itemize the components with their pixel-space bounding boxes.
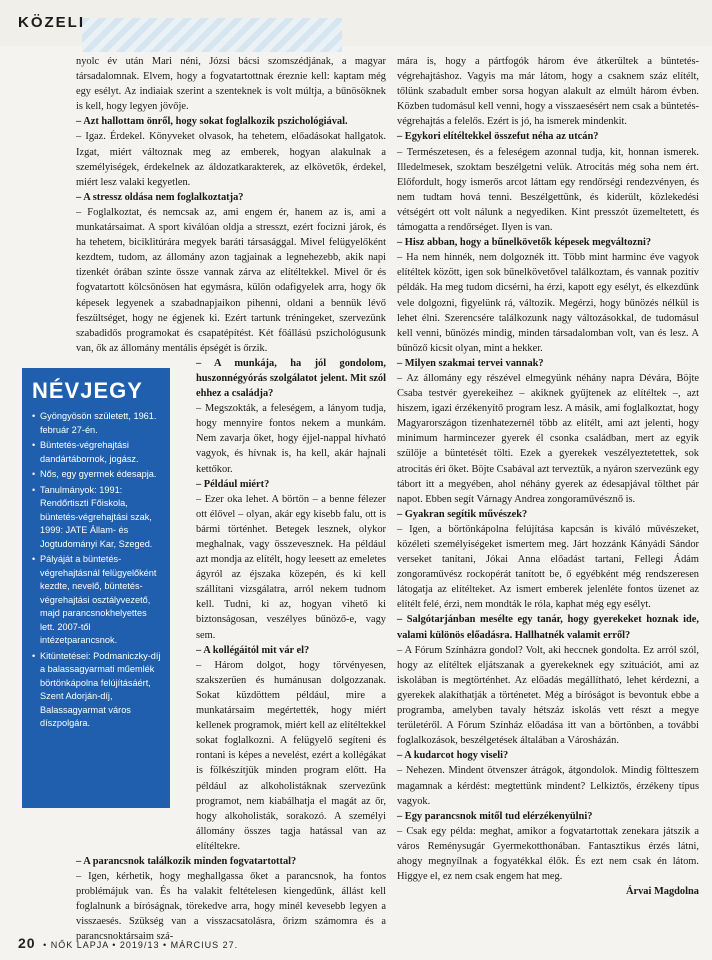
author-signature: Árvai Magdolna	[625, 886, 699, 898]
question: – Azt hallottam önről, hogy sokat foglalkozik pszichológiával.	[76, 116, 348, 128]
answer: – Igaz. Érdekel. Könyveket olvasok, ha tehetem, előadásokat hallgatok. Izgat, miért változnak meg az emberek, hogyan alakulnak a személyiségek, érdekelnek az áldozatkarakterek, az elkövetők, érdekel, miért lesz valaki kegyetlen.	[76, 131, 386, 188]
list-item: • Pályáját a büntetés-végrehajtásnál felügyelőként kezdte, nevelő, büntetés-végrehajtási osztályvezető, majd parancsnokhelyettes lett. 2007-től intézetparancsnok.	[32, 553, 162, 648]
question: – Például miért?	[196, 478, 270, 490]
nevjegy-box	[22, 368, 170, 808]
answer: – Természetesen, és a feleségem azonnal tudja, kit, honnan ismerek. Illedelmesek, szoktam beszélgetni velük. Atrocitás még soha nem ért. Előfordult, hogy ismerős arcot láttam egy rendőrségi rendezvényen, és nem tudtam hová tenni. Beszélgettünk, és kiderült, közlekedési vétségért ott volt nálunk a negyediken. Kint presszót üzemeltetett, és támogatta a rendőrséget. Ilyen is van.	[397, 146, 699, 234]
narrow-block	[196, 356, 386, 854]
question: – Hisz abban, hogy a bűnelkövetők képesek megváltozni?	[397, 237, 652, 249]
section-label: KÖZELI	[18, 14, 85, 31]
list-item: • Gyöngyösön született, 1961. február 27-én.	[32, 410, 162, 437]
page-footer	[18, 935, 698, 951]
question: – Egy parancsnok mitől tud elérzékenyülni?	[397, 810, 593, 822]
answer: – Igen, a börtönkápolna felújítása kapcsán is kiváló művészeket, közéleti személyiségeket ismertem meg. Járt hozzánk Kányádi Sándor verseket tanítani, Jókai Anna előadást tartani, Fellegi Ádám zongoraművész rockopérát tanított be, ő egyébként még rendszeresen látogatja az elítélteket. Az ismert emberek jelenléte fontos üzenet az elítélt felé, érzi, nem mondták le róla, kaphat még egy esélyt.	[397, 523, 699, 611]
question: – A kudarcot hogy viseli?	[397, 750, 509, 762]
answer: – Foglalkoztat, és nemcsak az, ami engem ér, hanem az is, ami a munkatársaimat. A sport kiválóan oldja a stresszt, ezért focizni járok, és ha tehetem, biciklitúrára megyek baráti társasággal. Mivel felügyelőként kezdtem, tudom, az állomány azon tagjainak a legnehezebb, akik napi tizenkét órában szinte össze vannak zárva az elítéltekkel. Mivel őr és fogvatartott kölcsönösen hat egymásra, külön odafigyelek arra, hogy ők képesek legyenek a szabadnapjaikon pihenni, oldani a bennük lévő feszültséget, hogy ne égjenek ki. Ezért tartunk tréningeket, szervezünk szabadidős programokat és csapatépítést. Két főállású pszichológusunk van, ők az állomány mentális épségét is őrzik.	[76, 206, 386, 354]
answer: – Nehezen. Mindent ötvenszer átrágok, átgondolok. Mindig föltteszem magamnak a kérdést: megtettünk mindent? Lelkiztős, érzékeny típus vagyok.	[397, 765, 699, 807]
answer: – Ha nem hinnék, nem dolgoznék itt. Több mint harminc éve vagyok elítéltek között, igen sok bűnelkövetővel találkoztam, és vannak pozitív példák. Ha meg tudom dicsérni, ha érzi, kapott egy esélyt, és elkezdünk vele dolgozni, figyelünk rá, változik. Megérzi, hogy bűnözés nélkül is lehet élni. Szerencsére találkozunk nagy változásokkal, de tudomásul kell venni, bűnözés mindig, minden társadalomban volt, van és lesz. A bűnöző kicsit olyan, mint a hekker.	[397, 252, 699, 354]
question: – A munkája, ha jól gondolom, huszonnégyórás szolgálatot jelent. Mit szól ehhez a családja?	[196, 357, 386, 400]
nevjegy-title: NÉVJEGY	[32, 378, 143, 403]
list-item: • Kitüntetései: Podmaniczky-díj a balassagyarmati műemlék börtönkápolna felújításáért, Szent Adorján-díj, Balassagyarmat város díszpolgára.	[32, 650, 162, 731]
question: – Milyen szakmai tervei vannak?	[397, 357, 544, 369]
answer: – Csak egy példa: meghat, amikor a fogvatartottak zenekara játszik a város Reménysugár Gyermekotthonában. Fantasztikus érzés látni, ahogy megnyílnak a fogyatékkal élők. És ezt nem csak én látom. Higgye el, ez nem csak engem hat meg.	[397, 825, 699, 883]
nevjegy-list	[32, 410, 162, 731]
question: – A kollégáitól mit vár el?	[196, 644, 310, 656]
question: – A stressz oldása nem foglalkoztatja?	[76, 191, 244, 203]
list-item: • Nős, egy gyermek édesapja.	[32, 468, 162, 482]
question: – A parancsnok találkozik minden fogvatartottal?	[76, 855, 297, 867]
question: – Gyakran segítik művészek?	[397, 508, 528, 520]
page-number: 20	[18, 935, 36, 951]
list-item: • Tanulmányok: 1991: Rendőrtiszti Főiskola, büntetés-végrehajtási szak, 1999: JATE Állam- és Jogtudományi Kar, Szeged.	[32, 484, 162, 552]
right-column	[397, 54, 699, 899]
list-item: • Büntetés-végrehajtási dandártábornok, jogász.	[32, 439, 162, 466]
answer: – A Fórum Színházra gondol? Volt, aki heccnek gondolta. Ez arról szól, hogy az elítéltek eljátszanak a gyerekeknek egy szituációt, ami az iskolában is megtörténhet. Az előadás megállítható, lehet kérdezni, a gyerekek alakíthatják a történetet. Még a bíróságot is bevontuk ebbe a programba, amelyben tavaly hétszáz iskolás vett részt a megye területéről. A Fórum Színház előadása itt van a börtönben, a további foglalkozások, beszélgetések általában a Városházán.	[397, 644, 699, 747]
paragraph: nyolc év után Mari néni, Józsi bácsi szomszédjának, a magyar társadalomnak. Elvem, hogy a fogvatartottnak éreznie kell: kaptam még egy esélyt. Az indiaiak szerint a szenteknek is volt múltja, a bűnösöknek is kell, hogy legyen jövője.	[76, 56, 386, 113]
header-decoration	[82, 18, 342, 52]
answer: – Ezer oka lehet. A börtön – a benne félezer ott élővel – olyan, akár egy kisebb falu, ott is bármi történhet. Betegek lesznek, olykor meghalnak, vagy összevesznek. Ha például azt mondja az elítélt, hogy leesett az emeletes ágyról az éjszaka közepén, és ki kell szállítani vizsgálatra, arról nekem tudnom kell. Tudni, ki az, hogyan vihető ki biztonságosan, veszélyes bűnöző-e, vagy sem.	[196, 493, 386, 641]
answer: – Megszokták, a feleségem, a lányom tudja, hogy mennyire fontos nekem a munkám. Nem zavarja őket, hogy éjjel-nappal hívható vagyok, és hívnak is, ha kell, akár hajnali kettőkor.	[196, 403, 386, 475]
answer: – Igen, kérhetik, hogy meghallgassa őket a parancsnok, ha fontos problémájuk van. És ha valakit feltételesen kiengedünk, állást kell foglalnunk a bíróságnak, törekedve arra, hogy minél kevesebb legyen a visszaesés. Szükség van a visszacsatolásra, őrizm számomra és a parancsnoktársaim szá-	[76, 871, 386, 943]
question: – Egykori elítéltekkel összefut néha az utcán?	[397, 131, 599, 143]
answer: – Az állomány egy részével elmegyünk néhány napra Dévára, Böjte Csaba testvér gyerekeihez – akiknek gyűjtenek az elítéltek –, azt hiszem, igazi érzékenyítő program lesz. A másik, ami foglalkoztat, hogy Magyarországon tizenhatezernél több az elítélt, ami azt jelenti, hogy minimum harmincezer gyerek él csonka családban, mert az egyik szülője a büntetését tölti. Ezek a gyerekek veszélyeztetettek, sok atrocitás éri őket. Böjte Csabával azt terveztük, a nyáron szervezünk egy tábort itt a megyében, ahol néhány gyerek az édesapjával tölthet pár napot. Ebben segít Várnagy Andrea zongoraművésznő is.	[397, 372, 699, 505]
paragraph: mára is, hogy a pártfogók három éve átkerültek a büntetés-végrehajtáshoz. Vagyis ma már látom, hogy a csaknem száz elítélt, tőlünk szabadult ember sorsa hogyan alakult az elmúlt három évben. Közben tudomásul kell venni, hogy a visszaesésért nem csak a büntetés-végrehajtás a felelős. Ezért is jó, ha ismerek mindenkit.	[397, 56, 699, 128]
question: – Salgótarjánban mesélte egy tanár, hogy gyerekeket hoznak ide, valami különös előadásra. Hallhatnék valamit erről?	[397, 614, 699, 641]
answer: – Három dolgot, hogy törvényesen, szakszerűen és humánusan dolgozzanak. Sokat küzdöttem például, mire a munkatársaim megértették, hogy miért kellenek programok, miért kell az elítéltekkel sokat foglalkozni. A felügyelő segíteni és rontani is képes a nevelést, ezért a kollégákat is fölkészítjük minden program előtt. Ha például az alkoholistáknak szervezünk programot, nem kiabálhatja el magát az őr, hogy alkoholisták, sorakozó. A személyi állomány összes tagja hatással van az elítéltekre.	[196, 659, 386, 852]
footer-text: • NŐK LAPJA • 2019/13 • MÁRCIUS 27.	[43, 940, 239, 950]
